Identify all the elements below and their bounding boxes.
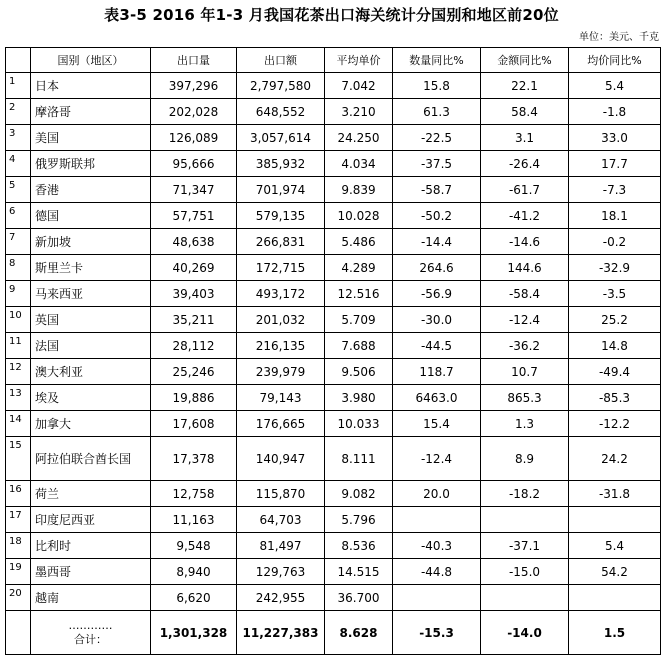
row-country: 澳大利亚: [31, 359, 151, 385]
row-index: 17: [6, 507, 31, 533]
row-quantity-yoy: -44.8: [393, 559, 481, 585]
header-amount-yoy: 金额同比%: [481, 48, 569, 73]
row-country: 墨西哥: [31, 559, 151, 585]
row-index: 16: [6, 481, 31, 507]
row-quantity: 126,089: [151, 125, 237, 151]
row-price-yoy: -3.5: [569, 281, 661, 307]
row-quantity-yoy: -14.4: [393, 229, 481, 255]
row-amount-yoy: [481, 507, 569, 533]
row-index: 15: [6, 437, 31, 481]
row-amount: 172,715: [237, 255, 325, 281]
row-index: 3: [6, 125, 31, 151]
row-avg-price: 14.515: [325, 559, 393, 585]
row-quantity-yoy: 264.6: [393, 255, 481, 281]
row-quantity: 397,296: [151, 73, 237, 99]
row-quantity-yoy: 15.8: [393, 73, 481, 99]
row-price-yoy: 25.2: [569, 307, 661, 333]
row-quantity: 202,028: [151, 99, 237, 125]
row-price-yoy: -85.3: [569, 385, 661, 411]
row-country: 美国: [31, 125, 151, 151]
table-row: [6, 99, 661, 125]
row-quantity: 28,112: [151, 333, 237, 359]
row-avg-price: 3.210: [325, 99, 393, 125]
table-row: [6, 203, 661, 229]
row-quantity: 35,211: [151, 307, 237, 333]
row-amount: 216,135: [237, 333, 325, 359]
row-quantity: 19,886: [151, 385, 237, 411]
table-row: [6, 125, 661, 151]
total-avg-price: 8.628: [325, 611, 393, 655]
row-amount: 3,057,614: [237, 125, 325, 151]
row-amount-yoy: 1.3: [481, 411, 569, 437]
total-amount-yoy: -14.0: [481, 611, 569, 655]
row-quantity-yoy: 6463.0: [393, 385, 481, 411]
row-quantity: 8,940: [151, 559, 237, 585]
row-avg-price: 5.486: [325, 229, 393, 255]
table-row: [6, 585, 661, 611]
header-index: [6, 48, 31, 73]
row-amount: 493,172: [237, 281, 325, 307]
row-country: 越南: [31, 585, 151, 611]
header-country: 国别（地区）: [31, 48, 151, 73]
row-avg-price: 10.033: [325, 411, 393, 437]
row-amount-yoy: 22.1: [481, 73, 569, 99]
table-row: [6, 411, 661, 437]
row-index: 19: [6, 559, 31, 585]
row-quantity-yoy: 15.4: [393, 411, 481, 437]
row-price-yoy: -31.8: [569, 481, 661, 507]
row-price-yoy: 18.1: [569, 203, 661, 229]
row-quantity: 71,347: [151, 177, 237, 203]
row-quantity: 12,758: [151, 481, 237, 507]
row-country: 香港: [31, 177, 151, 203]
row-quantity-yoy: -58.7: [393, 177, 481, 203]
row-country: 德国: [31, 203, 151, 229]
total-row: [6, 611, 661, 655]
table-row: [6, 229, 661, 255]
row-index: 2: [6, 99, 31, 125]
row-amount-yoy: -12.4: [481, 307, 569, 333]
row-index: 10: [6, 307, 31, 333]
row-price-yoy: 33.0: [569, 125, 661, 151]
row-country: 印度尼西亚: [31, 507, 151, 533]
row-quantity: 57,751: [151, 203, 237, 229]
header-quantity: 出口量: [151, 48, 237, 73]
row-avg-price: 4.034: [325, 151, 393, 177]
row-quantity-yoy: -50.2: [393, 203, 481, 229]
row-quantity: 17,608: [151, 411, 237, 437]
row-amount-yoy: -18.2: [481, 481, 569, 507]
row-country: 比利时: [31, 533, 151, 559]
table-row: [6, 281, 661, 307]
row-price-yoy: -0.2: [569, 229, 661, 255]
row-amount-yoy: 58.4: [481, 99, 569, 125]
row-quantity-yoy: -40.3: [393, 533, 481, 559]
row-avg-price: 8.111: [325, 437, 393, 481]
total-label: 合计：: [74, 632, 107, 646]
row-price-yoy: -1.8: [569, 99, 661, 125]
total-dots: …………: [68, 618, 113, 632]
row-amount-yoy: -36.2: [481, 333, 569, 359]
table-row: [6, 73, 661, 99]
row-amount-yoy: -26.4: [481, 151, 569, 177]
row-amount-yoy: -15.0: [481, 559, 569, 585]
row-index: 13: [6, 385, 31, 411]
row-country: 加拿大: [31, 411, 151, 437]
row-amount-yoy: -58.4: [481, 281, 569, 307]
row-quantity: 17,378: [151, 437, 237, 481]
unit-note: 单位：美元、千克: [579, 32, 659, 43]
export-table: [5, 47, 661, 655]
row-index: 4: [6, 151, 31, 177]
row-amount-yoy: 8.9: [481, 437, 569, 481]
row-index: 14: [6, 411, 31, 437]
row-amount: 140,947: [237, 437, 325, 481]
table-row: [6, 481, 661, 507]
row-index: 8: [6, 255, 31, 281]
row-price-yoy: 17.7: [569, 151, 661, 177]
row-amount-yoy: [481, 585, 569, 611]
table-row: [6, 255, 661, 281]
header-avg-price: 平均单价: [325, 48, 393, 73]
total-quantity-yoy: -15.3: [393, 611, 481, 655]
total-quantity: 1,301,328: [151, 611, 237, 655]
header-row: [6, 48, 661, 73]
row-price-yoy: 54.2: [569, 559, 661, 585]
row-country: 日本: [31, 73, 151, 99]
row-country: 埃及: [31, 385, 151, 411]
row-amount: 648,552: [237, 99, 325, 125]
table-title: 表3-5 2016 年1-3 月我国花茶出口海关统计分国别和地区前20位: [104, 6, 559, 24]
row-country: 马来西亚: [31, 281, 151, 307]
row-country: 新加坡: [31, 229, 151, 255]
row-quantity-yoy: [393, 507, 481, 533]
row-avg-price: 24.250: [325, 125, 393, 151]
row-avg-price: 3.980: [325, 385, 393, 411]
row-amount: 81,497: [237, 533, 325, 559]
row-price-yoy: 14.8: [569, 333, 661, 359]
row-avg-price: 5.709: [325, 307, 393, 333]
total-index: [6, 611, 31, 655]
row-amount-yoy: 10.7: [481, 359, 569, 385]
row-amount-yoy: 144.6: [481, 255, 569, 281]
row-avg-price: 10.028: [325, 203, 393, 229]
row-price-yoy: [569, 507, 661, 533]
row-amount-yoy: -37.1: [481, 533, 569, 559]
row-avg-price: 36.700: [325, 585, 393, 611]
row-amount: 79,143: [237, 385, 325, 411]
row-avg-price: 9.839: [325, 177, 393, 203]
row-price-yoy: -7.3: [569, 177, 661, 203]
header-price-yoy: 均价同比%: [569, 48, 661, 73]
row-avg-price: 8.536: [325, 533, 393, 559]
table-row: [6, 507, 661, 533]
row-avg-price: 9.082: [325, 481, 393, 507]
row-avg-price: 7.688: [325, 333, 393, 359]
row-price-yoy: 5.4: [569, 73, 661, 99]
row-quantity-yoy: 20.0: [393, 481, 481, 507]
table-row: [6, 359, 661, 385]
row-index: 9: [6, 281, 31, 307]
table-row: [6, 151, 661, 177]
row-amount: 239,979: [237, 359, 325, 385]
total-price-yoy: 1.5: [569, 611, 661, 655]
row-avg-price: 7.042: [325, 73, 393, 99]
row-amount: 266,831: [237, 229, 325, 255]
row-amount-yoy: -41.2: [481, 203, 569, 229]
row-quantity-yoy: -30.0: [393, 307, 481, 333]
row-quantity: 25,246: [151, 359, 237, 385]
row-index: 18: [6, 533, 31, 559]
row-amount: 64,703: [237, 507, 325, 533]
total-label-cell: [31, 611, 151, 655]
row-quantity-yoy: [393, 585, 481, 611]
row-amount: 242,955: [237, 585, 325, 611]
row-quantity-yoy: -44.5: [393, 333, 481, 359]
row-quantity-yoy: -12.4: [393, 437, 481, 481]
row-country: 摩洛哥: [31, 99, 151, 125]
row-amount: 176,665: [237, 411, 325, 437]
row-amount-yoy: -61.7: [481, 177, 569, 203]
table-row: [6, 385, 661, 411]
row-country: 俄罗斯联邦: [31, 151, 151, 177]
row-amount: 701,974: [237, 177, 325, 203]
row-avg-price: 12.516: [325, 281, 393, 307]
table-row: [6, 533, 661, 559]
row-amount: 201,032: [237, 307, 325, 333]
row-quantity: 6,620: [151, 585, 237, 611]
row-country: 阿拉伯联合酋长国: [31, 437, 151, 481]
row-index: 12: [6, 359, 31, 385]
table-row: [6, 333, 661, 359]
row-quantity-yoy: 118.7: [393, 359, 481, 385]
row-index: 1: [6, 73, 31, 99]
row-country: 英国: [31, 307, 151, 333]
table-row: [6, 437, 661, 481]
row-country: 斯里兰卡: [31, 255, 151, 281]
row-quantity-yoy: -22.5: [393, 125, 481, 151]
total-amount: 11,227,383: [237, 611, 325, 655]
table-row: [6, 177, 661, 203]
row-amount: 129,763: [237, 559, 325, 585]
row-quantity: 11,163: [151, 507, 237, 533]
row-quantity: 39,403: [151, 281, 237, 307]
row-amount-yoy: 865.3: [481, 385, 569, 411]
row-price-yoy: [569, 585, 661, 611]
row-avg-price: 4.289: [325, 255, 393, 281]
row-amount-yoy: 3.1: [481, 125, 569, 151]
row-amount-yoy: -14.6: [481, 229, 569, 255]
table-row: [6, 307, 661, 333]
row-quantity: 40,269: [151, 255, 237, 281]
row-price-yoy: 24.2: [569, 437, 661, 481]
row-index: 6: [6, 203, 31, 229]
row-quantity: 9,548: [151, 533, 237, 559]
header-quantity-yoy: 数量同比%: [393, 48, 481, 73]
row-quantity: 48,638: [151, 229, 237, 255]
row-quantity-yoy: -56.9: [393, 281, 481, 307]
row-index: 5: [6, 177, 31, 203]
row-amount: 579,135: [237, 203, 325, 229]
row-amount: 2,797,580: [237, 73, 325, 99]
row-quantity: 95,666: [151, 151, 237, 177]
table-row: [6, 559, 661, 585]
row-country: 法国: [31, 333, 151, 359]
row-amount: 385,932: [237, 151, 325, 177]
row-avg-price: 9.506: [325, 359, 393, 385]
row-price-yoy: -32.9: [569, 255, 661, 281]
row-amount: 115,870: [237, 481, 325, 507]
row-price-yoy: -49.4: [569, 359, 661, 385]
row-price-yoy: 5.4: [569, 533, 661, 559]
row-country: 荷兰: [31, 481, 151, 507]
row-avg-price: 5.796: [325, 507, 393, 533]
row-index: 7: [6, 229, 31, 255]
row-price-yoy: -12.2: [569, 411, 661, 437]
row-quantity-yoy: -37.5: [393, 151, 481, 177]
row-index: 11: [6, 333, 31, 359]
row-index: 20: [6, 585, 31, 611]
row-quantity-yoy: 61.3: [393, 99, 481, 125]
header-amount: 出口额: [237, 48, 325, 73]
